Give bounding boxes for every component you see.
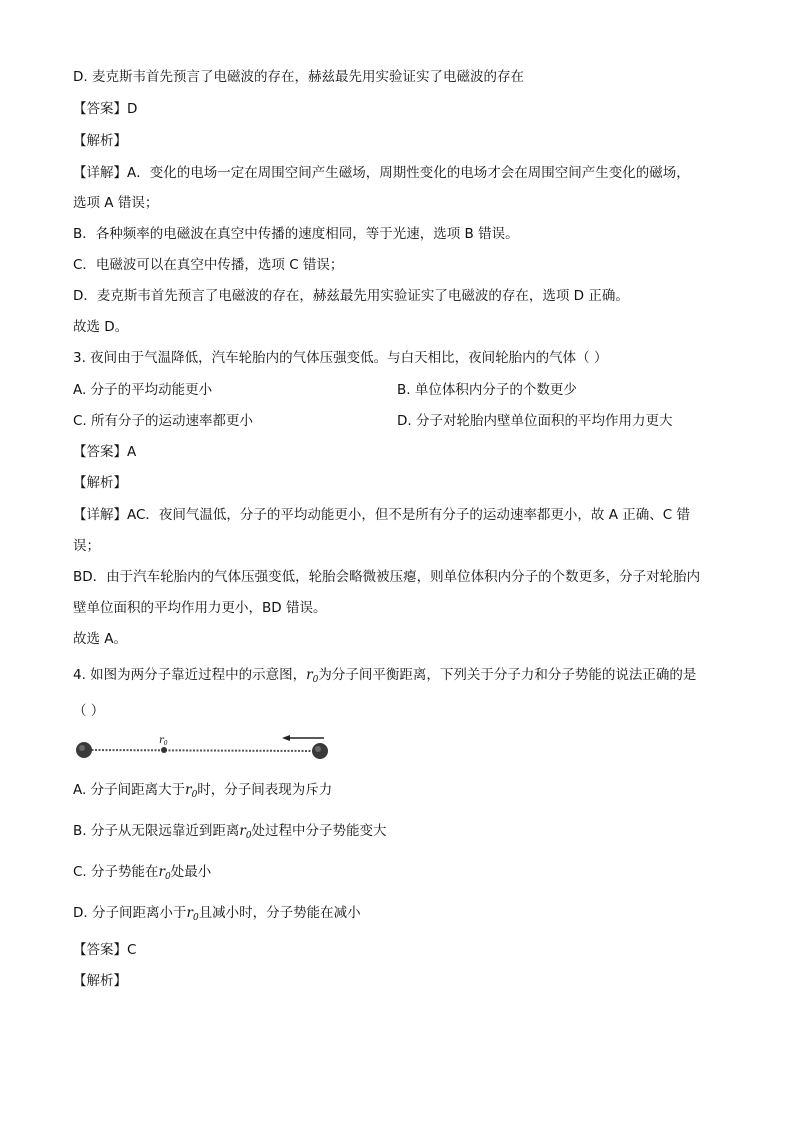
q2-detail-line2: 选项 A 错误； <box>73 195 159 211</box>
q3-option-d: D. 分子对轮胎内壁单位面积的平均作用力更大 <box>397 413 673 429</box>
answer-label: 【答案】 <box>73 942 127 958</box>
r0-marker <box>161 747 167 753</box>
molecule-highlight <box>315 746 321 752</box>
q2-detail-c: C．电磁波可以在真空中传播，选项 C 错误； <box>73 257 344 273</box>
q4-option-d: D. 分子间距离小于$r_0$且减小时，分子势能在减小 <box>73 905 361 923</box>
answer-value: A <box>127 444 137 460</box>
molecule-diagram <box>72 728 334 768</box>
q3-analysis-label: 【解析】 <box>73 475 127 491</box>
molecule-highlight <box>79 745 85 751</box>
q2-conclusion: 故选 D。 <box>73 319 129 335</box>
answer-label: 【答案】 <box>73 444 127 460</box>
q2-answer <box>73 100 137 118</box>
dashed-distance-line <box>88 750 316 751</box>
q3-conclusion: 故选 A。 <box>73 631 128 647</box>
q3-stem: 3. 夜间由于气温降低，汽车轮胎内的气体压强变低。与白天相比，夜间轮胎内的气体（ ） <box>73 350 608 366</box>
r0-marker-label: $r_0$ <box>159 735 168 747</box>
q3-detail-line1: 【详解】AC．夜间气温低，分子的平均动能更小，但不是所有分子的运动速率都更小，故 A 正确、C 错 <box>73 507 690 523</box>
r0-symbol: $r_0$ <box>306 667 319 685</box>
q2-option-d: D. 麦克斯韦首先预言了电磁波的存在，赫兹最先用实验证实了电磁波的存在 <box>73 69 524 85</box>
q4-answer <box>73 941 136 959</box>
q3-option-a: A. 分子的平均动能更小 <box>73 382 213 398</box>
q4-option-c: C. 分子势能在$r_0$处最小 <box>73 864 212 882</box>
q2-detail-line1: 【详解】A．变化的电场一定在周围空间产生磁场，周期性变化的电场才会在周围空间产生变化的磁场， <box>73 165 690 181</box>
q4-option-b: B. 分子从无限远靠近到距离$r_0$处过程中分子势能变大 <box>73 823 387 841</box>
q3-option-c: C. 所有分子的运动速率都更小 <box>73 413 254 429</box>
answer-value: C <box>127 942 137 958</box>
q2-detail-d: D．麦克斯韦首先预言了电磁波的存在，赫兹最先用实验证实了电磁波的存在，选项 D 正确。 <box>73 288 629 304</box>
q4-option-a: A. 分子间距离大于$r_0$时，分子间表现为斥力 <box>73 782 333 800</box>
answer-label: 【答案】 <box>73 101 127 117</box>
q4-stem <box>73 666 696 689</box>
q3-answer <box>73 443 136 461</box>
arrow-left-icon <box>282 735 324 741</box>
answer-value: D <box>127 101 138 117</box>
q3-detail-line3: BD．由于汽车轮胎内的气体压强变低，轮胎会略微被压瘪，则单位体积内分子的个数更多，分子对轮胎内 <box>73 569 701 585</box>
q2-analysis-label: 【解析】 <box>73 133 127 149</box>
q4-analysis-label: 【解析】 <box>73 973 127 989</box>
stem-text: 4. 如图为两分子靠近过程中的示意图， <box>73 667 307 683</box>
q3-detail-line4: 壁单位面积的平均作用力更小，BD 错误。 <box>73 600 327 616</box>
q3-detail-line2: 误； <box>73 538 100 554</box>
q2-detail-b: B．各种频率的电磁波在真空中传播的速度相同，等于光速，选项 B 错误。 <box>73 226 519 242</box>
q3-option-b: B. 单位体积内分子的个数更少 <box>397 382 577 398</box>
stem-text: 为分子间平衡距离，下列关于分子力和分子势能的说法正确的是 <box>318 667 697 683</box>
q4-stem-line2: （ ） <box>73 703 105 719</box>
